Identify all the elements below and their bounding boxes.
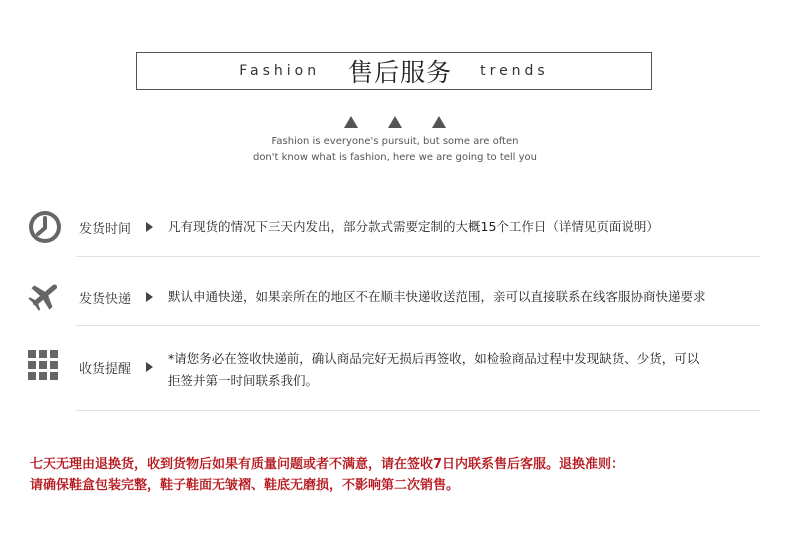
- title-box: [136, 52, 652, 90]
- section-text: 默认申通快递，如果亲所在的地区不在顺丰快递收送范围，亲可以直接联系在线客服协商快递要求: [168, 289, 706, 304]
- arrow-right-icon: [146, 362, 153, 372]
- airplane-icon: [28, 278, 62, 312]
- section-label: 收货提醒: [79, 362, 132, 377]
- divider: [76, 256, 760, 257]
- triangle-icon: [432, 116, 446, 128]
- title-left-word: Fashion: [239, 63, 321, 79]
- subtitle: [0, 134, 790, 166]
- subtitle-line-2: don't know what is fashion, here we are going to tell you: [252, 152, 538, 163]
- notice-line-1: 七天无理由退换货，收到货物后如果有质量问题或者不满意，请在签收7日内联系售后客服。退换准则：: [30, 457, 625, 472]
- clock-icon: [28, 210, 62, 244]
- section-text-line-1: *请您务必在签收快递前，确认商品完好无损后再签收，如检验商品过程中发现缺货、少货，可以: [168, 351, 700, 366]
- subtitle-line-1: Fashion is everyone's pursuit, but some are often: [271, 136, 519, 147]
- divider: [76, 410, 760, 411]
- triangle-icon: [344, 116, 358, 128]
- section-label: 发货时间: [79, 222, 132, 237]
- arrow-right-icon: [146, 292, 153, 302]
- section-text: 凡有现货的情况下三天内发出，部分款式需要定制的大概15个工作日（详情见页面说明）: [168, 219, 659, 234]
- grid-icon: [28, 350, 58, 380]
- section-label: 发货快递: [79, 292, 132, 307]
- arrow-right-icon: [146, 222, 153, 232]
- return-policy-notice: [30, 454, 770, 496]
- triangle-decoration: [0, 116, 790, 128]
- divider: [76, 325, 760, 326]
- triangle-icon: [388, 116, 402, 128]
- section-text: [168, 348, 699, 392]
- notice-line-2: 请确保鞋盒包装完整，鞋子鞋面无皱褶、鞋底无磨损，不影响第二次销售。: [30, 478, 460, 493]
- title-right-word: trends: [480, 63, 549, 79]
- page-title: 售后服务: [348, 58, 453, 87]
- section-text-line-2: 拒签并第一时间联系我们。: [168, 373, 319, 388]
